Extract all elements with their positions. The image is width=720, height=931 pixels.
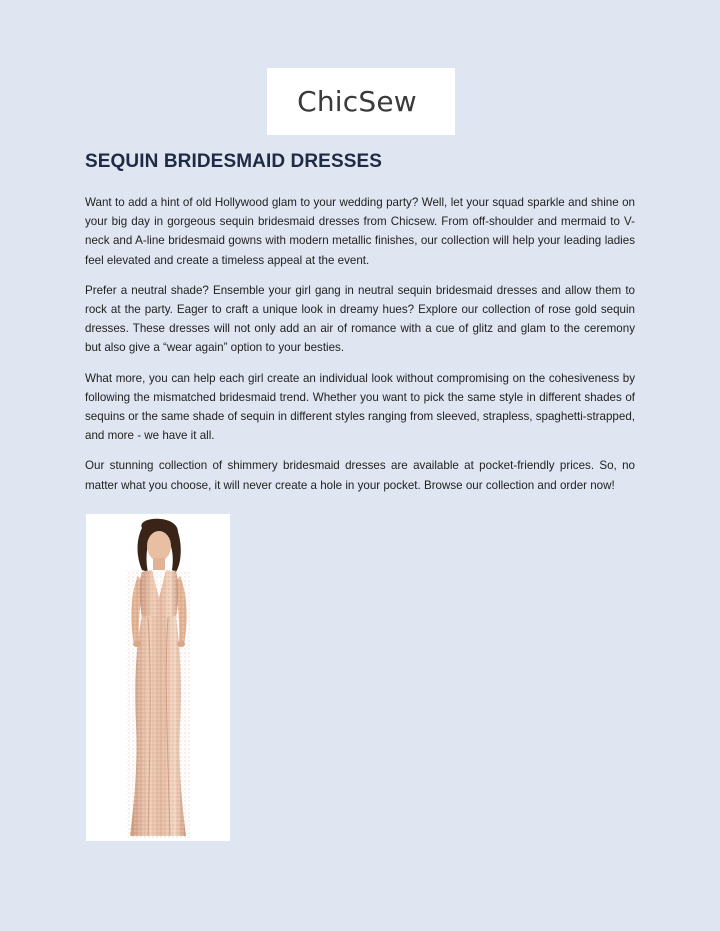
paragraph: Our stunning collection of shimmery bridesmaid dresses are available at pocket-friendly prices. So, no matter what you choose, it will never create a hole in your pocket. Browse our collection and order now!	[85, 459, 635, 492]
page-title: SEQUIN BRIDESMAID DRESSES	[85, 151, 383, 172]
article-body	[85, 193, 635, 506]
paragraph: Prefer a neutral shade? Ensemble your girl gang in neutral sequin bridesmaid dresses and allow them to rock at the party. Eager to craft a unique look in dreamy hues? Explore our collection of rose gold sequin dresses. These dresses will not only add an air of romance with a cue of glitz and glam to the ceremony but also give a “wear again” option to your besties.	[85, 283, 635, 355]
paragraph: Want to add a hint of old Hollywood glam to your wedding party? Well, let your squad sparkle and shine on your big day in gorgeous sequin bridesmaid dresses from Chicsew. From off-shoulder and mermaid to V-neck and A-line bridesmaid gowns with modern metallic finishes, our collection will help your leading ladies feel elevated and create a timeless appeal at the event.	[85, 196, 635, 267]
paragraph: What more, you can help each girl create an individual look without compromising on the cohesiveness by following the mismatched bridesmaid trend. Whether you want to pick the same style in different shades of sequins or the same shade of sequin in different styles ranging from sleeved, strapless, spaghetti-strapped, and more - we have it all.	[85, 371, 635, 443]
product-photo	[86, 514, 230, 841]
model-dress-icon	[86, 514, 230, 841]
logo-text: ChicSew	[297, 85, 417, 118]
logo	[267, 68, 455, 135]
